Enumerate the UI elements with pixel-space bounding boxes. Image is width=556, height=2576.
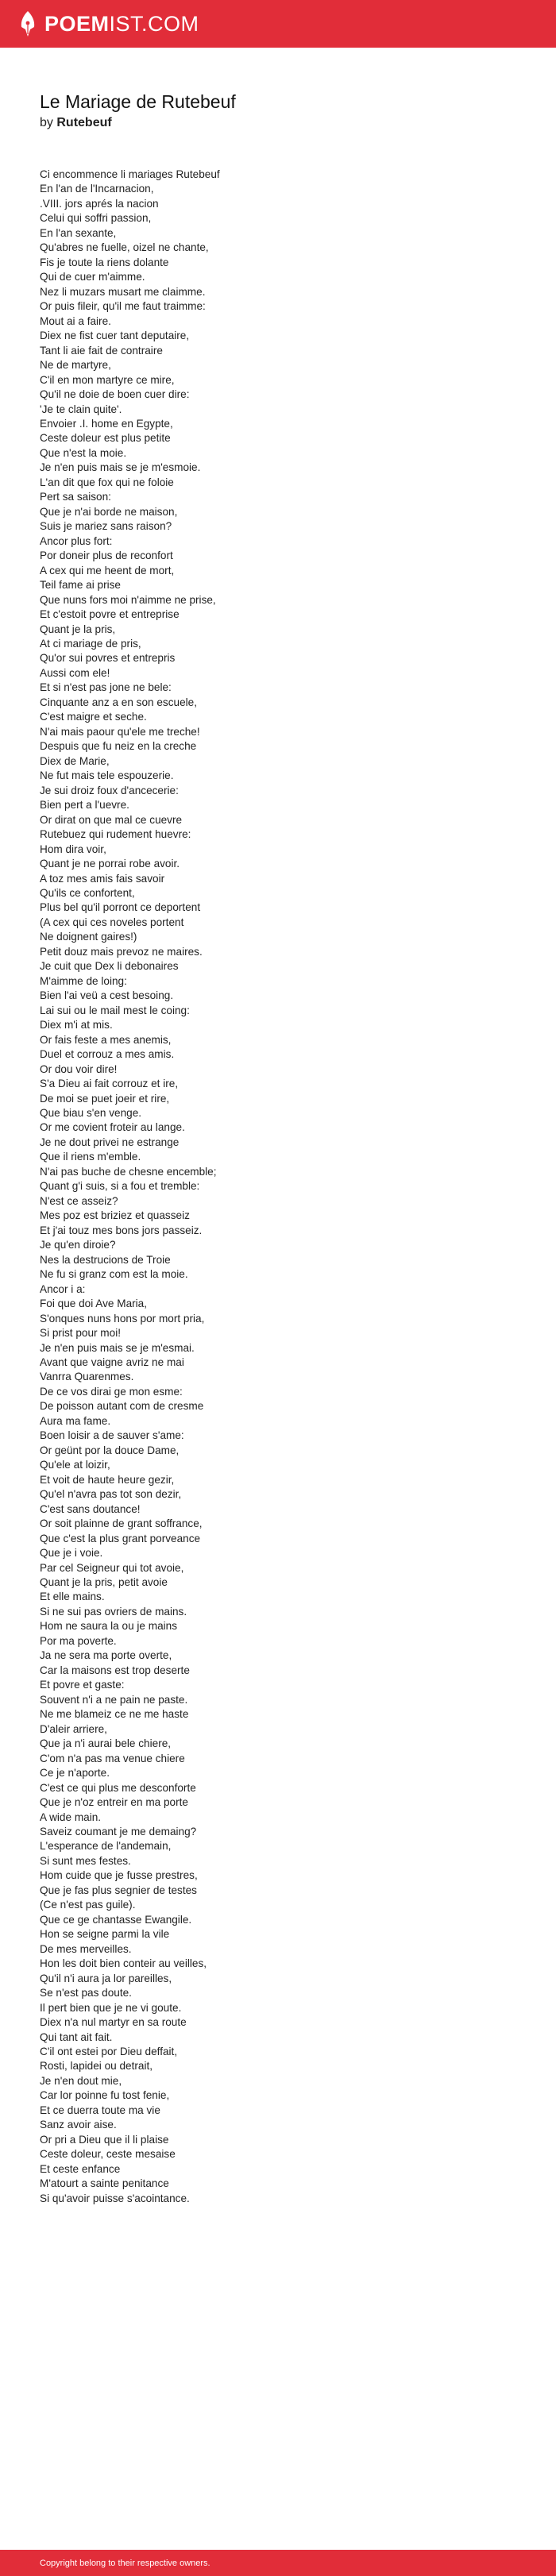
poem-line: Quant je ne porrai robe avoir.	[40, 858, 180, 870]
poem-line: Quant je la pris,	[40, 623, 116, 635]
poem-line: (Ce n'est pas guile).	[40, 1899, 136, 1911]
poem-line: N'ai pas buche de chesne encemble;	[40, 1165, 217, 1178]
poem-line: M'atourt a sainte penitance	[40, 2177, 169, 2190]
poem-line: Celui qui soffri passion,	[40, 212, 152, 225]
poem-line: Que ce ge chantasse Ewangile.	[40, 1913, 192, 1926]
poem-line: Ja ne sera ma porte overte,	[40, 1649, 172, 1662]
poem-line: Foi que doi Ave Maria,	[40, 1298, 148, 1310]
poem-line: Qu'ele at loizir,	[40, 1459, 110, 1471]
poem-line: Si qu'avoir puisse s'acointance.	[40, 2192, 190, 2204]
poem-line: Or me covient froteir au lange.	[40, 1121, 185, 1134]
poem-line: N'est ce asseiz?	[40, 1194, 118, 1207]
poem-line: Ceste doleur est plus petite	[40, 432, 171, 445]
quill-pen-icon	[17, 10, 38, 37]
poem-line: Or soit plainne de grant soffrance,	[40, 1517, 203, 1530]
poem-text	[40, 168, 516, 2206]
poem-line: A cex qui me heent de mort,	[40, 564, 175, 577]
poem-line: Hon les doit bien conteir au veilles,	[40, 1957, 207, 1970]
poem-line: Mout ai a faire.	[40, 314, 111, 327]
poem-line: C'om n'a pas ma venue chiere	[40, 1752, 185, 1764]
poem-line: Je qu'en diroie?	[40, 1239, 116, 1251]
poem-line: Et si n'est pas jone ne bele:	[40, 681, 172, 694]
poem-line: Que je fas plus segnier de testes	[40, 1884, 197, 1896]
poem-line: Ne fu si granz com est la moie.	[40, 1268, 188, 1281]
poem-line: Or pri a Dieu que il li plaise	[40, 2133, 169, 2146]
poem-line: Que il riens m'emble.	[40, 1151, 141, 1163]
poem-line: En l'an sexante,	[40, 226, 117, 239]
poem-line: Car la maisons est trop deserte	[40, 1664, 190, 1676]
poem-line: Quant je la pris, petit avoie	[40, 1576, 168, 1588]
poem-line: Se n'est pas doute.	[40, 1987, 132, 1999]
poem-line: Hom cuide que je fusse prestres,	[40, 1869, 198, 1882]
poem-line: Que n'est la moie.	[40, 446, 127, 459]
poem-line: Ce je n'aporte.	[40, 1767, 110, 1780]
poem-line: Saveiz coumant je me demaing?	[40, 1825, 197, 1838]
poem-line: De ce vos dirai ge mon esme:	[40, 1385, 183, 1398]
poem-line: Que biau s'en venge.	[40, 1107, 142, 1119]
poem-line: Je sui droiz foux d'ancecerie:	[40, 784, 179, 796]
poem-content	[40, 90, 516, 2206]
poem-line: M'aimme de loing:	[40, 974, 127, 987]
poem-line: Par cel Seigneur qui tot avoie,	[40, 1561, 184, 1574]
poem-line: Nez li muzars musart me claimme.	[40, 285, 206, 298]
poem-line: C'il en mon martyre ce mire,	[40, 373, 175, 386]
poem-line: Et voit de haute heure gezir,	[40, 1473, 175, 1486]
poem-line: 'Je te clain quite'.	[40, 403, 122, 415]
poem-line: Et j'ai touz mes bons jors passeiz.	[40, 1224, 203, 1236]
poem-line: Or dou voir dire!	[40, 1062, 118, 1075]
poem-line: Que c'est la plus grant porveance	[40, 1532, 201, 1544]
poem-line: Qu'or sui povres et entrepris	[40, 652, 176, 665]
poem-line: S'a Dieu ai fait corrouz et ire,	[40, 1078, 179, 1090]
poem-line: Que je n'ai borde ne maison,	[40, 505, 178, 518]
poem-line: Aussi com ele!	[40, 666, 110, 679]
poem-line: Diex ne fist cuer tant deputaire,	[40, 330, 190, 342]
poem-line: Et elle mains.	[40, 1591, 105, 1603]
poem-line: C'est sans doutance!	[40, 1502, 141, 1515]
top-bar	[0, 0, 556, 48]
poem-line: Ancor i a:	[40, 1282, 86, 1295]
poem-line: C'est maigre et seche.	[40, 711, 147, 723]
poem-line: Suis je mariez sans raison?	[40, 520, 172, 533]
poem-line: Ne me blameiz ce ne me haste	[40, 1708, 189, 1721]
poem-line: Que je i voie.	[40, 1547, 103, 1560]
poem-line: Or dirat on que mal ce cuevre	[40, 813, 183, 826]
poem-line: Si sunt mes festes.	[40, 1854, 131, 1867]
poem-line: Qu'il ne doie de boen cuer dire:	[40, 388, 190, 401]
poem-line: L'an dit que fox qui ne foloie	[40, 476, 174, 488]
poem-line: A wide main.	[40, 1811, 102, 1823]
poem-line: Por ma poverte.	[40, 1634, 117, 1647]
poem-line: Je n'en dout mie,	[40, 2074, 122, 2087]
poem-line: Petit douz mais prevoz ne maires.	[40, 945, 203, 958]
poem-line: Je n'en puis mais se je m'esmai.	[40, 1341, 195, 1354]
poem-line: Despuis que fu neiz en la creche	[40, 740, 197, 753]
poem-line: Ne doignent gaires!)	[40, 931, 137, 943]
poem-line: C'il ont estei por Dieu deffait,	[40, 2046, 178, 2057]
poem-line: Aura ma fame.	[40, 1414, 111, 1427]
poem-line: Or fais feste a mes anemis,	[40, 1033, 172, 1046]
poem-line: Ci encommence li mariages Rutebeuf	[40, 168, 220, 180]
poem-line: Cinquante anz a en son escuele,	[40, 696, 198, 708]
poem-line: Boen loisir a de sauver s'ame:	[40, 1429, 184, 1442]
poem-line: Qui de cuer m'aimme.	[40, 271, 145, 283]
poem-line: Rosti, lapidei ou detrait,	[40, 2060, 153, 2073]
poem-line: Sanz avoir aise.	[40, 2119, 117, 2131]
site-logo-link[interactable]	[17, 10, 199, 37]
poem-line: Bien pert a l'uevre.	[40, 799, 129, 812]
poem-line: Hom ne saura la ou je mains	[40, 1620, 178, 1633]
poem-line: Rutebuez qui rudement huevre:	[40, 828, 191, 841]
poem-line: Diex n'a nul martyr en sa route	[40, 2016, 187, 2029]
poem-line: Si prist pour moi!	[40, 1327, 121, 1340]
poem-line: Vanrra Quarenmes.	[40, 1371, 134, 1383]
poem-line: Diex de Marie,	[40, 754, 110, 767]
byline-prefix: by	[40, 116, 53, 129]
poem-line: Et c'estoit povre et entreprise	[40, 608, 180, 621]
poem-line: Ancor plus fort:	[40, 534, 113, 547]
poem-line: Et ce duerra toute ma vie	[40, 2104, 160, 2116]
byline	[40, 115, 516, 131]
logo-part-regular: IST.COM	[109, 11, 199, 36]
poem-line: Et ceste enfance	[40, 2162, 121, 2175]
poem-line: Or geünt por la douce Dame,	[40, 1444, 180, 1456]
poem-line: Qu'abres ne fuelle, oizel ne chante,	[40, 241, 209, 254]
poem-line: Quant g'i suis, si a fou et tremble:	[40, 1180, 200, 1193]
poem-line: Envoier .I. home en Egypte,	[40, 417, 173, 430]
poem-line: Je n'en puis mais se je m'esmoie.	[40, 461, 201, 474]
poem-line: Por doneir plus de reconfort	[40, 550, 173, 562]
poem-line: Si ne sui pas ovriers de mains.	[40, 1605, 187, 1618]
poem-line: De moi se puet joeir et rire,	[40, 1092, 170, 1105]
poem-line: Il pert bien que je ne vi goute.	[40, 2001, 182, 2014]
poem-line: Car lor poinne fu tost fenie,	[40, 2089, 170, 2102]
poem-line: Qu'ils ce confortent,	[40, 886, 135, 899]
poem-line: Plus bel qu'il porront ce deportent	[40, 901, 201, 914]
poem-line: En l'an de l'Incarnacion,	[40, 183, 154, 195]
poem-line: Nes la destrucions de Troie	[40, 1253, 171, 1266]
poem-line: Fis je toute la riens dolante	[40, 256, 169, 268]
poem-line: D'aleir arriere,	[40, 1722, 107, 1735]
poem-line: Qu'il n'i aura ja lor pareilles,	[40, 1972, 172, 1984]
poem-line: Teil fame ai prise	[40, 579, 121, 592]
poem-line: (A cex qui ces noveles portent	[40, 916, 184, 928]
poem-line: S'onques nuns hons por mort pria,	[40, 1312, 205, 1325]
poem-line: Lai sui ou le mail mest le coing:	[40, 1004, 190, 1016]
poem-title: Le Mariage de Rutebeuf	[40, 91, 236, 112]
poem-line: A toz mes amis fais savoir	[40, 872, 165, 885]
poem-line: Avant que vaigne avriz ne mai	[40, 1355, 184, 1368]
poem-line: Souvent n'i a ne pain ne paste.	[40, 1693, 188, 1706]
logo-part-bold: POEM	[44, 11, 110, 36]
site-logo-text	[44, 13, 199, 35]
poem-line: L'esperance de l'andemain,	[40, 1840, 172, 1853]
poem-line: Ceste doleur, ceste mesaise	[40, 2148, 176, 2161]
poem-line: Je cuit que Dex li debonaires	[40, 960, 179, 973]
poem-line: Bien l'ai veü a cest besoing.	[40, 989, 174, 1002]
footer-bar	[0, 2550, 556, 2576]
poem-line: Tant li aie fait de contraire	[40, 344, 163, 357]
poem-line: Qui tant ait fait.	[40, 2030, 113, 2043]
poem-line: C'est ce qui plus me desconforte	[40, 1781, 196, 1794]
poem-line: Ne fut mais tele espouzerie.	[40, 769, 174, 782]
poem-line: .VIII. jors aprés la nacion	[40, 197, 159, 210]
poem-line: Diex m'i at mis.	[40, 1019, 113, 1032]
poem-line: Hom dira voir,	[40, 843, 106, 855]
author-name: Rutebeuf	[56, 116, 112, 129]
poem-line: Et povre et gaste:	[40, 1679, 125, 1691]
poem-line: At ci mariage de pris,	[40, 638, 141, 650]
poem-line: De mes merveilles.	[40, 1942, 132, 1955]
poem-line: Duel et corrouz a mes amis.	[40, 1048, 175, 1061]
poem-line: Que je n'oz entreir en ma porte	[40, 1796, 188, 1809]
poem-line: Mes poz est briziez et quasseiz	[40, 1209, 190, 1222]
poem-line: Que ja n'i aurai bele chiere,	[40, 1737, 172, 1750]
poem-line: Or puis fileir, qu'il me faut traimme:	[40, 300, 206, 313]
poem-line: Pert sa saison:	[40, 491, 111, 503]
copyright-notice: Copyright belong to their respective owners.	[40, 2558, 210, 2568]
poem-line: Que nuns fors moi n'aimme ne prise,	[40, 593, 216, 606]
poem-line: Qu'el n'avra pas tot son dezir,	[40, 1488, 182, 1501]
poem-line: Hon se seigne parmi la vile	[40, 1928, 170, 1941]
poem-line: De poisson autant com de cresme	[40, 1400, 204, 1413]
poem-line: Ne de martyre,	[40, 359, 111, 372]
poem-line: N'ai mais paour qu'ele me treche!	[40, 725, 200, 738]
poem-line: Je ne dout privei ne estrange	[40, 1136, 180, 1148]
